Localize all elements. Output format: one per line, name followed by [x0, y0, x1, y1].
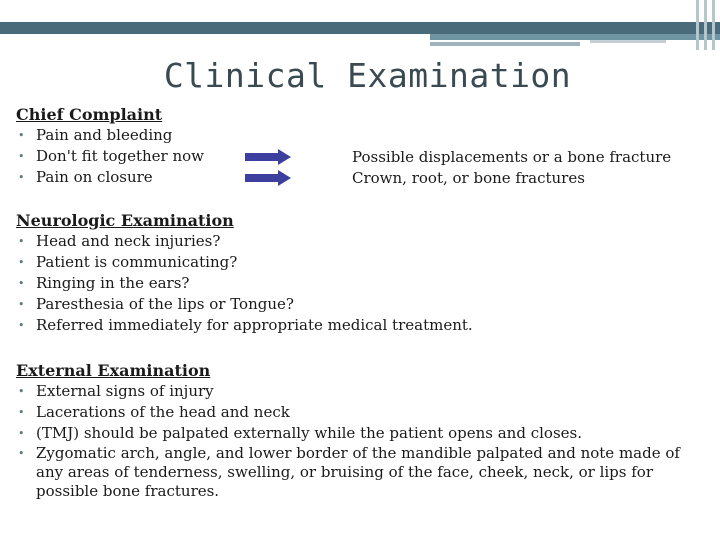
list-item: • Paresthesia of the lips or Tongue?: [18, 295, 294, 313]
list-item: • Lacerations of the head and neck: [18, 403, 290, 421]
list-item: • Pain and bleeding: [18, 126, 173, 144]
bullet-icon: •: [18, 298, 25, 311]
right-arrow-icon: [245, 170, 291, 186]
bullet-icon: •: [18, 319, 25, 332]
bullet-icon: •: [18, 447, 25, 460]
external-list: [16, 381, 710, 501]
bullet-icon: •: [18, 171, 25, 184]
neurologic-section: [16, 210, 696, 336]
complaint-result: Possible displacements or a bone fracture: [352, 148, 672, 166]
complaint-result: Crown, root, or bone fractures: [352, 169, 585, 187]
list-item: • Pain on closure: [18, 168, 153, 186]
header-accent-line: [430, 42, 580, 46]
header-accent-band: [430, 34, 720, 40]
header-thin-line: [590, 40, 666, 43]
list-item: • (TMJ) should be palpated externally while the patient opens and closes.: [18, 424, 582, 442]
neurologic-heading: Neurologic Examination: [16, 211, 234, 230]
header-band: [0, 22, 720, 34]
bullet-icon: •: [18, 256, 25, 269]
neurologic-list: [16, 231, 696, 336]
list-item: • Patient is communicating?: [18, 253, 238, 271]
list-item: • External signs of injury: [18, 382, 214, 400]
list-item: • Zygomatic arch, angle, and lower border of the mandible palpated and note made of any areas of tenderness, swelling, or bruising of the face, cheek, neck, or lips for possible bone fractures.: [18, 444, 680, 500]
bullet-icon: •: [18, 150, 25, 163]
chief-complaint-heading: Chief Complaint: [16, 105, 163, 124]
list-item: • Don't fit together now: [18, 147, 205, 165]
corner-stripes-decoration: [692, 0, 720, 50]
external-section: [16, 360, 710, 501]
bullet-icon: •: [18, 277, 25, 290]
right-arrow-icon: [245, 149, 291, 165]
bullet-icon: •: [18, 235, 25, 248]
list-item: • Head and neck injuries?: [18, 232, 221, 250]
external-heading: External Examination: [16, 361, 211, 380]
bullet-icon: •: [18, 427, 25, 440]
slide-title: Clinical Examination: [163, 56, 572, 95]
list-item: • Referred immediately for appropriate medical treatment.: [18, 316, 473, 334]
bullet-icon: •: [18, 129, 25, 142]
list-item: • Ringing in the ears?: [18, 274, 190, 292]
bullet-icon: •: [18, 406, 25, 419]
header-band-top: [0, 0, 720, 22]
bullet-icon: •: [18, 385, 25, 398]
